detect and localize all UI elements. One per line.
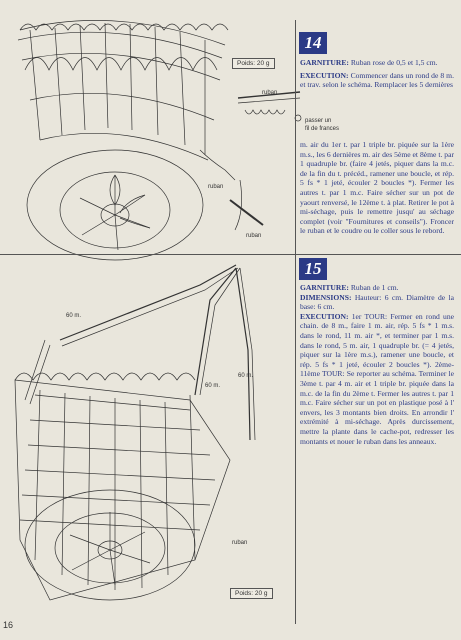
pattern-14-weight: Poids: 20 g — [232, 58, 275, 69]
pattern-15-number: 15 — [299, 258, 327, 280]
garniture-text: Ruban de 1 cm. — [350, 283, 399, 292]
garniture-label: GARNITURE: — [300, 58, 349, 67]
pattern-15-length-a: 60 m. — [66, 313, 82, 319]
execution-text: 1er TOUR: Fermer en rond une chain. de 8 m., faire 1 m. air, rép. 5 fs * 1 m.s. dans le rond, 11 m. air *, et terminer par 1 m.s. dans le rond, 5 m. air, 1 quadruple br. (= 4 jetés, piquer sur la 1ère m.s.), ramener une boucle, et rép. 5 fs * 1 jeté, écouler 2 boucles *). 2ème- 11ème TOUR: Se reporter au schéma. Terminer le 3ème t. par 4 m. air et 1 triple br. piquée dans la m.c. de la fin du 2ème t. Fermer les autres t. par 1 m.c. Faire sécher sur un pot en plastique posé à l' envers, les 3 montants bien droits. En arrondir l' extrémité à mi-séchage. Après durcissement, mettre la plante dans le cache-pot, redresser les montants et nouer le ruban dans les anneaux. — [300, 311, 454, 446]
execution-text: Commencer dans un rond de 8 m. et trav. selon le schéma. Remplacer les 5 dernières — [300, 70, 454, 90]
pattern-15-length-b: 60 m. — [238, 373, 254, 379]
pattern-15-weight: Poids: 20 g — [230, 588, 273, 599]
pattern-15-length-c: 60 m. — [205, 383, 221, 389]
page-number: 16 — [3, 620, 14, 630]
garniture-label: GARNITURE: — [300, 283, 349, 292]
dimensions-text: Hauteur: 6 cm. Diamètre de la base: 6 cm. — [300, 292, 454, 312]
pattern-14-fil-label: fil de frances — [305, 126, 340, 132]
pattern-14-ribbon-side-label: ruban — [208, 184, 224, 190]
pattern-15-text — [300, 283, 454, 446]
garniture-text: Ruban rose de 0,5 et 1,5 cm. — [350, 58, 438, 67]
pattern-14-number: 14 — [299, 32, 327, 54]
dimensions-label: DIMENSIONS: — [300, 292, 352, 302]
execution-label: EXECUTION: — [300, 70, 349, 80]
pattern-14-header-text — [300, 58, 454, 90]
column-divider — [295, 20, 296, 624]
pattern-15-ribbon-label: ruban — [232, 540, 248, 546]
pattern-14-passer-label: passer un — [305, 118, 332, 124]
pattern-14-ribbon-label: ruban — [262, 90, 278, 96]
pattern-14-continued-text — [300, 140, 454, 236]
section-divider — [0, 254, 461, 255]
execution-label: EXECUTION: — [300, 311, 349, 321]
pattern-14-ribbon-mid-label: ruban — [246, 233, 262, 239]
continued-text: m. air du 1er t. par 1 triple br. piquée sur la 1ère m.s., les 6 dernières m. air des 5ème et 8ème t. par 1 quadruple br. (faire 4 jetés, piquer dans la m.c. de la fin du t. précéd., ramener une boucle, et rép. 5 fs * 1 jeté, écouler 2 boucles *). Fermer les autres t. par 1 m.c. Faire sécher sur un pot de yaourt renversé, le 12ème t. à plat. Retirer le pot à mi-séchage, puis le remettre jusqu' au séchage complet (voir "Fournitures et conseils"). Froncer le ruban et le coudre ou le coller sous le rebord. — [300, 140, 454, 236]
